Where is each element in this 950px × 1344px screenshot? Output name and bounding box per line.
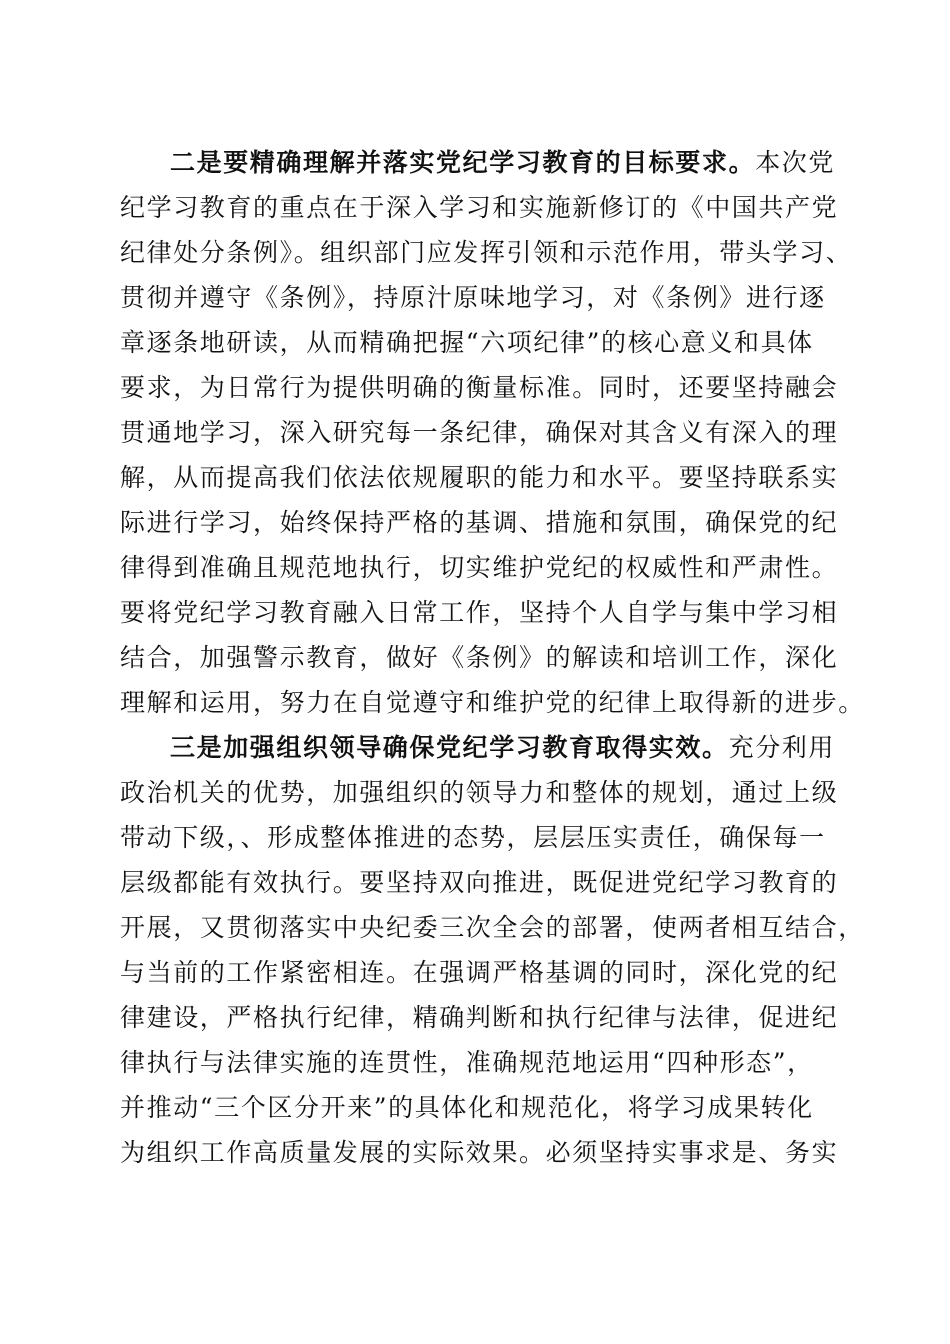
paragraph-2-line: 际进行学习，始终保持严格的基调、措施和氛围，确保党的纪 [120, 508, 839, 537]
paragraph-2-line: 纪律处分条例》。组织部门应发挥引领和示范作用，带头学习、 [120, 238, 853, 267]
paragraph-2-line: 结合，加强警示教育，做好《条例》的解读和培训工作，深化 [120, 643, 839, 672]
paragraph-3-line: 律建设，严格执行纪律，精确判断和执行纪律与法律，促进纪 [120, 1003, 839, 1032]
paragraph-3-line: 带动下级，、形成整体推进的态势，层层压实责任，确保每一 [120, 823, 826, 852]
paragraph-2-line: 贯通地学习，深入研究每一条纪律，确保对其含义有深入的理 [120, 418, 839, 447]
paragraph-3-line: 与当前的工作紧密相连。在强调严格基调的同时，深化党的纪 [120, 958, 839, 987]
paragraph-3-line-1-rest: 充分利用 [728, 733, 836, 762]
paragraph-2-line: 贯彻并遵守《条例》，持原汁原味地学习，对《条例》进行逐 [120, 283, 826, 312]
paragraph-2-line: 要将党纪学习教育融入日常工作，坚持个人自学与集中学习相 [120, 598, 839, 627]
paragraph-2-line: 理解和运用，努力在自觉遵守和维护党的纪律上取得新的进步。 [120, 688, 865, 717]
paragraph-2-line: 章逐条地研读，从而精确把握“六项纪律”的核心意义和具体 [120, 328, 814, 357]
paragraph-3-heading: 三是加强组织领导确保党纪学习教育取得实效。 [170, 733, 729, 762]
paragraph-2-line: 解，从而提高我们依法依规履职的能力和水平。要坚持联系实 [120, 463, 839, 492]
paragraph-3-line: 律执行与法律实施的连贯性，准确规范地运用“四种形态”， [120, 1048, 814, 1077]
paragraph-3-line: 政治机关的优势，加强组织的领导力和整体的规划，通过上级 [120, 778, 839, 807]
paragraph-2-line-1 [120, 140, 840, 185]
paragraph-3-line-1 [120, 725, 840, 770]
paragraph-2-line: 纪学习教育的重点在于深入学习和实施新修订的《中国共产党 [120, 193, 839, 222]
paragraph-2-line: 要求，为日常行为提供明确的衡量标准。同时，还要坚持融会 [120, 373, 839, 402]
paragraph-2-heading: 二是要精确理解并落实党纪学习教育的目标要求。 [170, 148, 756, 177]
paragraph-2-line: 律得到准确且规范地执行，切实维护党纪的权威性和严肃性。 [120, 553, 839, 582]
paragraph-3-line: 并推动“三个区分开来”的具体化和规范化，将学习成果转化 [120, 1093, 814, 1122]
paragraph-3-line: 层级都能有效执行。要坚持双向推进，既促进党纪学习教育的 [120, 868, 839, 897]
paragraph-3-line: 开展，又贯彻落实中央纪委三次全会的部署，使两者相互结合， [120, 913, 865, 942]
paragraph-3-line: 为组织工作高质量发展的实际效果。必须坚持实事求是、务实 [120, 1138, 839, 1167]
document-body [120, 140, 865, 1175]
paragraph-2-line-1-rest: 本次党 [755, 148, 836, 177]
